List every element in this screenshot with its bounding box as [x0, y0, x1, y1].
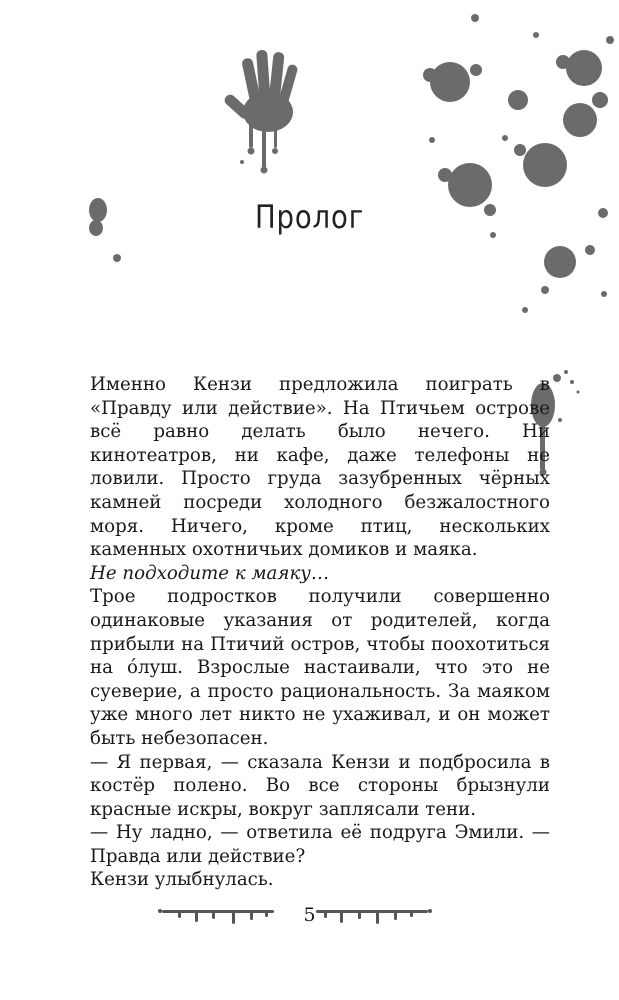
paragraph: Кензи улыбнулась.	[90, 869, 274, 891]
paragraph: Именно Кензи предложила поиграть в «Правду или действие». На Птичьем острове всё равно делать было нечего. Ни кинотеатров, ни кафе, даже телефоны не ловили. Просто груда зазубренных чёрных камней посреди холодного безжалостного моря. Ничего, кроме птиц, нескольких каменных охотничьих домиков и маяка.	[90, 374, 550, 561]
chapter-body	[90, 373, 550, 892]
paragraph: Трое подростков получили совершенно одинаковые указания от родителей, когда прибыли на Птичий остров, чтобы поохотиться на óлуш. Взрослые настаивали, что это не суеверие, а просто рациональность. За маяком уже много лет никто не ухаживал, и он может быть небезопасен.	[90, 586, 550, 749]
dialogue-paragraph: — Ну ладно, — ответила её подруга Эмили. — Правда или действие?	[90, 822, 550, 867]
page-number: 5	[303, 904, 316, 926]
italic-paragraph: Не подходите к маяку…	[90, 562, 330, 584]
handprint-icon	[223, 50, 299, 174]
dialogue-paragraph: — Я первая, — сказала Кензи и подбросила в костёр полено. Во все стороны брызнули красные искры, вокруг заплясали тени.	[90, 751, 550, 820]
chapter-title: Пролог	[254, 198, 365, 236]
ink-splatter-top-right-icon	[423, 14, 614, 313]
